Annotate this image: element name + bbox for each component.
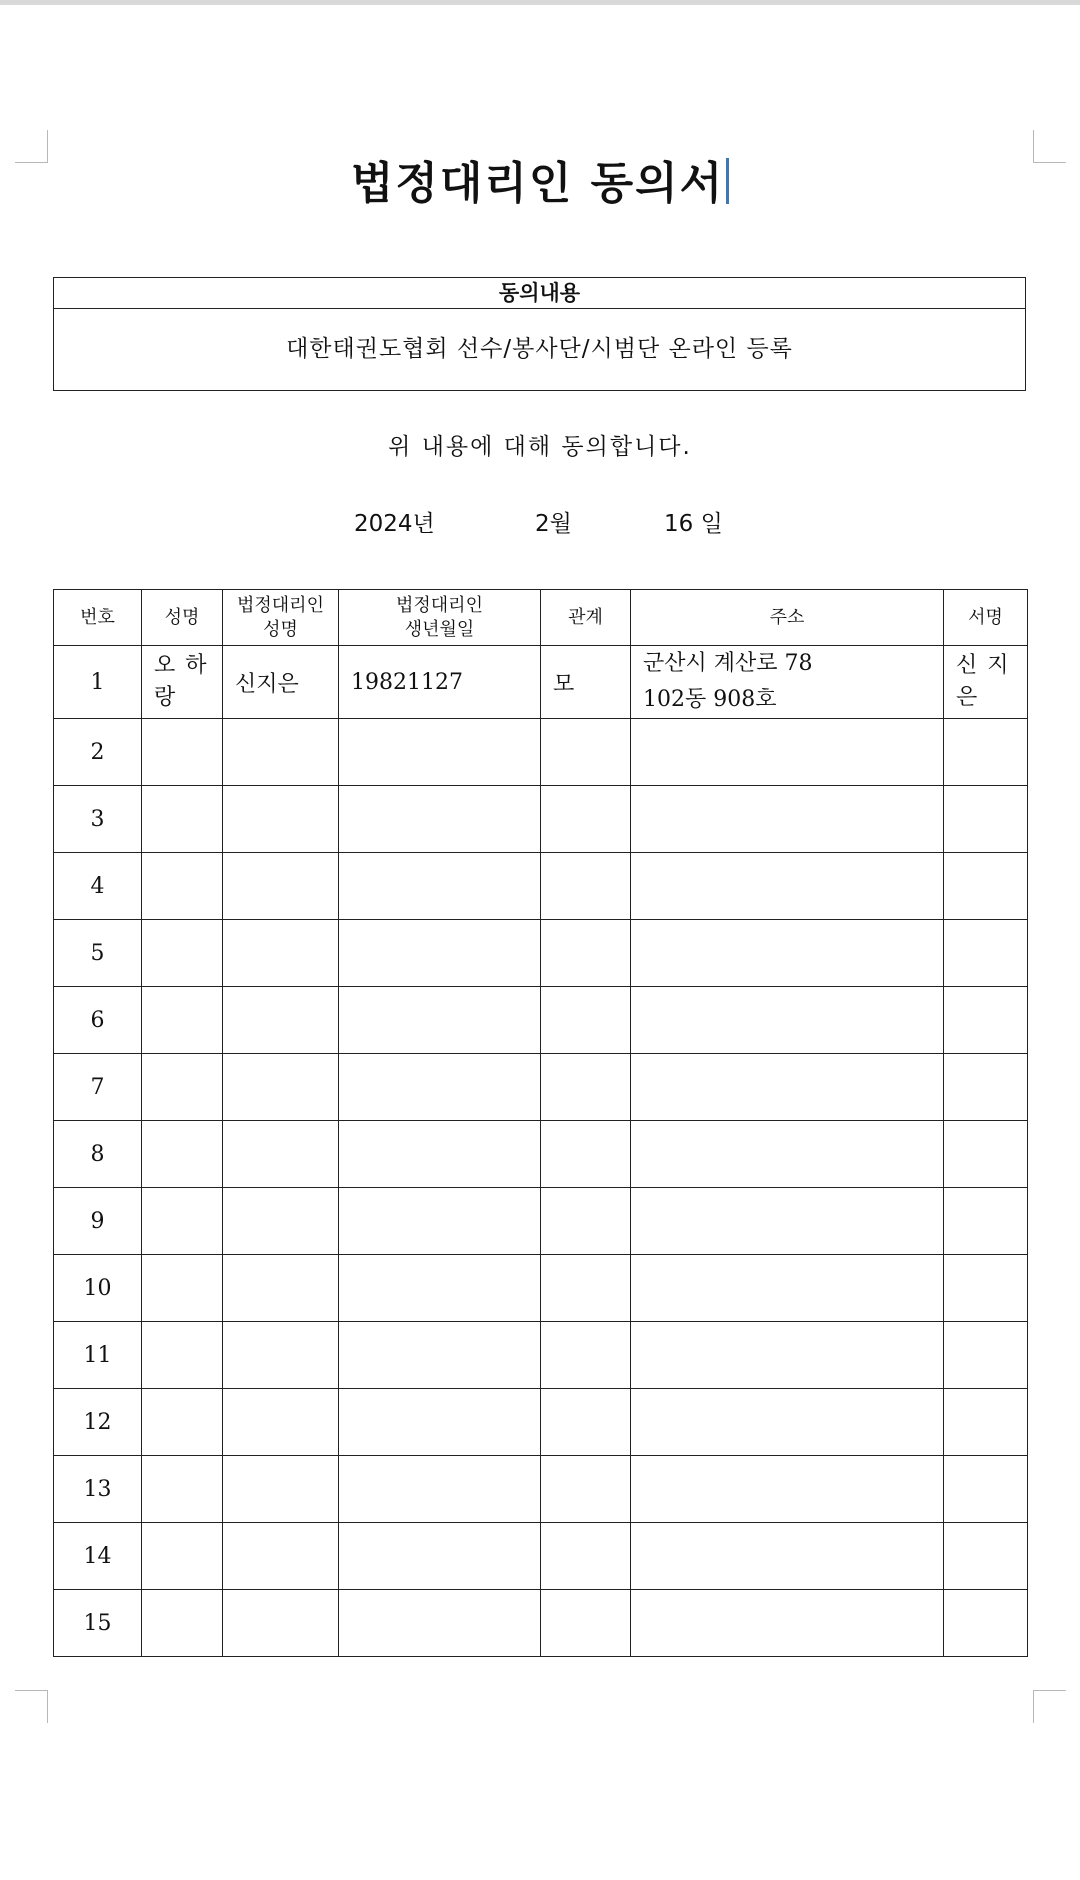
header-no: 번호	[54, 590, 142, 646]
cell-name[interactable]	[142, 1188, 223, 1255]
header-rep-birth-line1: 법정대리인	[396, 594, 483, 616]
cell-name[interactable]	[142, 719, 223, 786]
header-name: 성명	[142, 590, 223, 646]
cell-rep-name[interactable]	[223, 1255, 339, 1322]
cell-rep-birth[interactable]	[339, 920, 541, 987]
cell-rep-name[interactable]	[223, 719, 339, 786]
cell-address[interactable]	[631, 1188, 944, 1255]
cell-relation[interactable]	[541, 1590, 631, 1657]
cell-name[interactable]	[142, 1456, 223, 1523]
cell-signature[interactable]	[944, 1523, 1028, 1590]
cell-name[interactable]	[142, 1322, 223, 1389]
cell-relation[interactable]	[541, 853, 631, 920]
cell-relation[interactable]	[541, 1456, 631, 1523]
cell-rep-name[interactable]	[223, 1054, 339, 1121]
cell-no[interactable]: 8	[54, 1121, 142, 1188]
cell-signature[interactable]	[944, 1456, 1028, 1523]
header-signature: 서명	[944, 590, 1028, 646]
cell-no[interactable]: 2	[54, 719, 142, 786]
header-address: 주소	[631, 590, 944, 646]
header-rep-name-line2: 성명	[263, 618, 298, 640]
cell-rep-birth[interactable]	[339, 853, 541, 920]
cell-relation[interactable]	[541, 1255, 631, 1322]
table-header-row	[54, 590, 1028, 646]
cell-rep-birth[interactable]	[339, 987, 541, 1054]
cell-rep-name[interactable]	[223, 920, 339, 987]
cell-no[interactable]: 14	[54, 1523, 142, 1590]
document-title-container[interactable]	[0, 152, 1080, 216]
document-title[interactable]: 법정대리인 동의서	[350, 158, 725, 209]
cell-rep-name[interactable]: 신지은	[223, 646, 339, 719]
representative-table	[53, 589, 1028, 1657]
table-row	[54, 1456, 1028, 1523]
header-rep-birth-line2: 생년월일	[404, 618, 475, 640]
cell-rep-birth[interactable]: 19821127	[339, 646, 541, 719]
cell-address[interactable]	[631, 1523, 944, 1590]
table-row	[54, 786, 1028, 853]
cell-rep-name[interactable]	[223, 1188, 339, 1255]
cell-address[interactable]	[631, 646, 944, 719]
cell-address-line1: 군산시 계산로 78	[643, 651, 813, 676]
cell-address[interactable]	[631, 1590, 944, 1657]
cell-rep-birth[interactable]	[339, 1389, 541, 1456]
cell-address[interactable]	[631, 1456, 944, 1523]
cell-signature[interactable]	[944, 987, 1028, 1054]
cell-address-line2: 102동 908호	[643, 687, 777, 712]
cell-address[interactable]	[631, 987, 944, 1054]
cell-rep-birth[interactable]	[339, 1121, 541, 1188]
cell-signature[interactable]	[944, 1188, 1028, 1255]
cell-signature[interactable]: 신지은	[944, 646, 1028, 719]
cell-rep-birth[interactable]	[339, 1255, 541, 1322]
table-row	[54, 646, 1028, 719]
cell-no[interactable]: 1	[54, 646, 142, 719]
cell-rep-name[interactable]	[223, 1322, 339, 1389]
table-row	[54, 1590, 1028, 1657]
cell-address[interactable]	[631, 1121, 944, 1188]
table-row	[54, 987, 1028, 1054]
consent-box	[53, 277, 1026, 391]
cell-address[interactable]	[631, 853, 944, 920]
cell-name[interactable]	[142, 1255, 223, 1322]
cell-rep-birth[interactable]	[339, 719, 541, 786]
cell-name[interactable]	[142, 1121, 223, 1188]
cell-rep-name[interactable]	[223, 987, 339, 1054]
cell-rep-name[interactable]	[223, 853, 339, 920]
cell-signature[interactable]	[944, 920, 1028, 987]
header-rep-birth	[339, 590, 541, 646]
cell-no[interactable]: 11	[54, 1322, 142, 1389]
header-rep-name-line1: 법정대리인	[237, 594, 324, 616]
cell-relation[interactable]: 모	[541, 646, 631, 719]
cell-signature[interactable]	[944, 1255, 1028, 1322]
cell-no[interactable]: 3	[54, 786, 142, 853]
cell-address[interactable]	[631, 1054, 944, 1121]
table-row	[54, 1389, 1028, 1456]
table-row	[54, 1188, 1028, 1255]
cell-rep-name[interactable]	[223, 1389, 339, 1456]
cell-name[interactable]: 오하랑	[142, 646, 223, 719]
date-day[interactable]: 16 일	[664, 511, 723, 537]
cell-rep-birth[interactable]	[339, 1590, 541, 1657]
cell-rep-birth[interactable]	[339, 1523, 541, 1590]
cell-address[interactable]	[631, 786, 944, 853]
cell-relation[interactable]	[541, 786, 631, 853]
cell-name[interactable]	[142, 1590, 223, 1657]
cell-rep-birth[interactable]	[339, 1456, 541, 1523]
cell-no[interactable]: 5	[54, 920, 142, 987]
cell-rep-name[interactable]	[223, 1590, 339, 1657]
cell-name[interactable]	[142, 1054, 223, 1121]
cell-rep-name[interactable]	[223, 1121, 339, 1188]
table-row	[54, 920, 1028, 987]
cell-relation[interactable]	[541, 1188, 631, 1255]
cell-relation[interactable]	[541, 1054, 631, 1121]
cell-signature[interactable]	[944, 719, 1028, 786]
cell-rep-birth[interactable]	[339, 1322, 541, 1389]
consent-header: 동의내용	[54, 278, 1025, 309]
cell-no[interactable]: 12	[54, 1389, 142, 1456]
table-row	[54, 719, 1028, 786]
cell-signature[interactable]	[944, 1389, 1028, 1456]
cell-signature[interactable]	[944, 853, 1028, 920]
date-year[interactable]: 2024년	[354, 511, 435, 537]
table-row	[54, 1121, 1028, 1188]
cell-relation[interactable]	[541, 1389, 631, 1456]
cell-rep-name[interactable]	[223, 1456, 339, 1523]
cell-name[interactable]	[142, 1523, 223, 1590]
table-row	[54, 1054, 1028, 1121]
cell-no[interactable]: 9	[54, 1188, 142, 1255]
cell-address[interactable]	[631, 1255, 944, 1322]
cell-signature[interactable]	[944, 1590, 1028, 1657]
cell-address[interactable]	[631, 920, 944, 987]
cell-no[interactable]: 7	[54, 1054, 142, 1121]
cell-relation[interactable]	[541, 1523, 631, 1590]
margin-corner-bottom-right	[1033, 1690, 1066, 1723]
cell-no[interactable]: 15	[54, 1590, 142, 1657]
cell-rep-birth[interactable]	[339, 1188, 541, 1255]
cell-signature[interactable]	[944, 1054, 1028, 1121]
cell-name[interactable]	[142, 1389, 223, 1456]
cell-address[interactable]	[631, 1389, 944, 1456]
cell-no[interactable]: 6	[54, 987, 142, 1054]
cell-relation[interactable]	[541, 920, 631, 987]
cell-no[interactable]: 10	[54, 1255, 142, 1322]
margin-corner-bottom-left	[15, 1690, 48, 1723]
table-row	[54, 1322, 1028, 1389]
cell-rep-birth[interactable]	[339, 1054, 541, 1121]
table-row	[54, 1523, 1028, 1590]
consent-content[interactable]: 대한태권도협회 선수/봉사단/시범단 온라인 등록	[286, 336, 793, 362]
table-row	[54, 1255, 1028, 1322]
table-row	[54, 853, 1028, 920]
cell-name[interactable]	[142, 920, 223, 987]
header-rep-name	[223, 590, 339, 646]
cell-relation[interactable]	[541, 719, 631, 786]
cell-name[interactable]	[142, 987, 223, 1054]
agreement-text[interactable]: 위 내용에 대해 동의합니다.	[388, 434, 692, 460]
top-border-bar	[0, 0, 1080, 5]
cell-rep-name[interactable]	[223, 1523, 339, 1590]
cell-rep-birth[interactable]	[339, 786, 541, 853]
text-cursor	[726, 158, 729, 204]
date-month[interactable]: 2월	[535, 511, 572, 537]
cell-no[interactable]: 13	[54, 1456, 142, 1523]
cell-address[interactable]	[631, 1322, 944, 1389]
cell-no[interactable]: 4	[54, 853, 142, 920]
cell-name[interactable]	[142, 853, 223, 920]
cell-relation[interactable]	[541, 987, 631, 1054]
cell-relation[interactable]	[541, 1121, 631, 1188]
cell-rep-name[interactable]	[223, 786, 339, 853]
cell-signature[interactable]	[944, 1322, 1028, 1389]
cell-signature[interactable]	[944, 1121, 1028, 1188]
cell-name[interactable]	[142, 786, 223, 853]
header-relation: 관계	[541, 590, 631, 646]
cell-relation[interactable]	[541, 1322, 631, 1389]
cell-signature[interactable]	[944, 786, 1028, 853]
cell-address[interactable]	[631, 719, 944, 786]
